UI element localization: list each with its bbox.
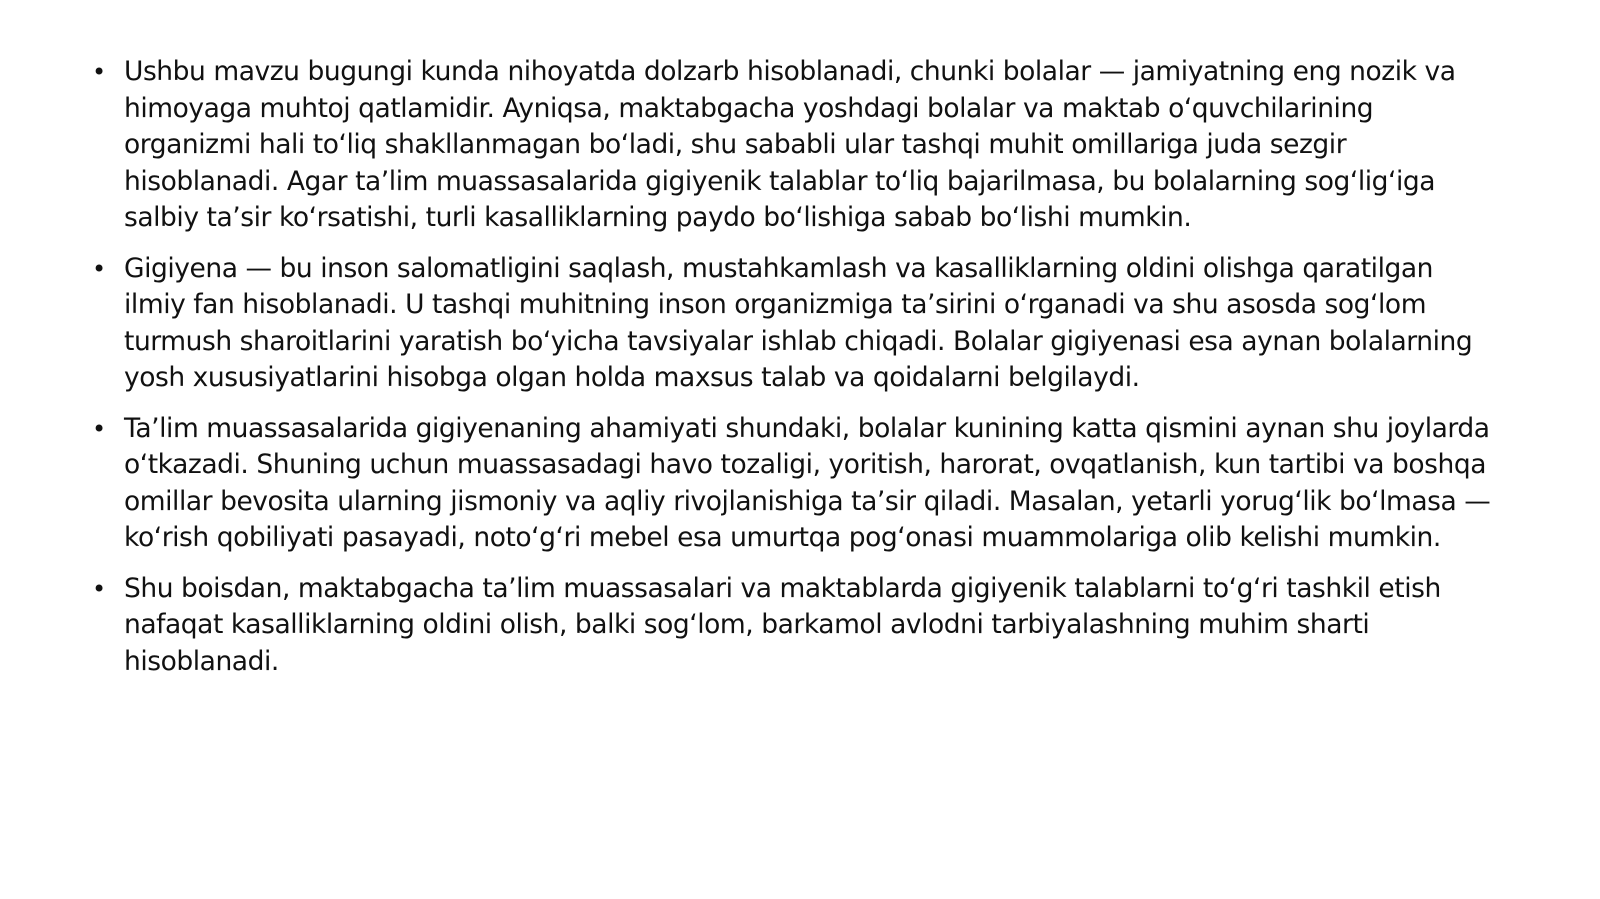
bullet-icon: • xyxy=(92,414,106,443)
paragraph-text: Ushbu mavzu bugungi kunda nihoyatda dolzarb hisoblanadi, chunki bolalar — jamiyatning eng nozik va himoyaga muhtoj qatlamidir. Ayniqsa, maktabgacha yoshdagi bolalar va maktab o‘quvchilarining organizmi hali to‘liq shakllanmagan bo‘ladi, shu sababli ular tashqi muhit omillariga juda sezgir hisoblanadi. Agar ta’lim muassasalarida gigiyenik talablar to‘liq bajarilmasa, bu bolalarning sog‘lig‘iga salbiy ta’sir ko‘rsatishi, turli kasalliklarning paydo bo‘lishiga sabab bo‘lishi mumkin. xyxy=(124,56,1456,233)
bullet-item-4 xyxy=(92,571,1492,681)
bullet-item-2 xyxy=(92,251,1492,397)
paragraph-text: Gigiyena — bu inson salomatligini saqlash, mustahkamlash va kasalliklarning oldini olishga qaratilgan ilmiy fan hisoblanadi. U tashqi muhitning inson organizmiga ta’sirini o‘rganadi va shu asosda sog‘lom turmush sharoitlarini yaratish bo‘yicha tavsiyalar ishlab chiqadi. Bolalar gigiyenasi esa aynan bolalarning yosh xususiyatlarini hisobga olgan holda maxsus talab va qoidalarni belgilaydi. xyxy=(124,252,1473,393)
bullet-item-1 xyxy=(92,54,1492,237)
bullet-icon: • xyxy=(92,58,106,86)
bullet-icon: • xyxy=(92,574,106,603)
bullet-icon: • xyxy=(92,254,106,283)
bullet-list xyxy=(92,54,1492,694)
paragraph-text: Shu boisdan, maktabgacha ta’lim muassasalari va maktablarda gigiyenik talablarni to‘g‘ri tashkil etish nafaqat kasalliklarning oldini olish, balki sog‘lom, barkamol avlodni tarbiyalashning muhim sharti hisoblanadi. xyxy=(124,572,1441,677)
paragraph-text: Ta’lim muassasalarida gigiyenaning ahamiyati shundaki, bolalar kunining katta qismini aynan shu joylarda o‘tkazadi. Shuning uchun muassasadagi havo tozaligi, yoritish, harorat, ovqatlanish, kun tartibi va boshqa omillar bevosita ularning jismoniy va aqliy rivojlanishiga ta’sir qiladi. Masalan, yetarli yorug‘lik bo‘lmasa — ko‘rish qobiliyati pasayadi, noto‘g‘ri mebel esa umurtqa pog‘onasi muammolariga olib kelishi mumkin. xyxy=(124,412,1491,553)
bullet-item-3 xyxy=(92,411,1492,557)
